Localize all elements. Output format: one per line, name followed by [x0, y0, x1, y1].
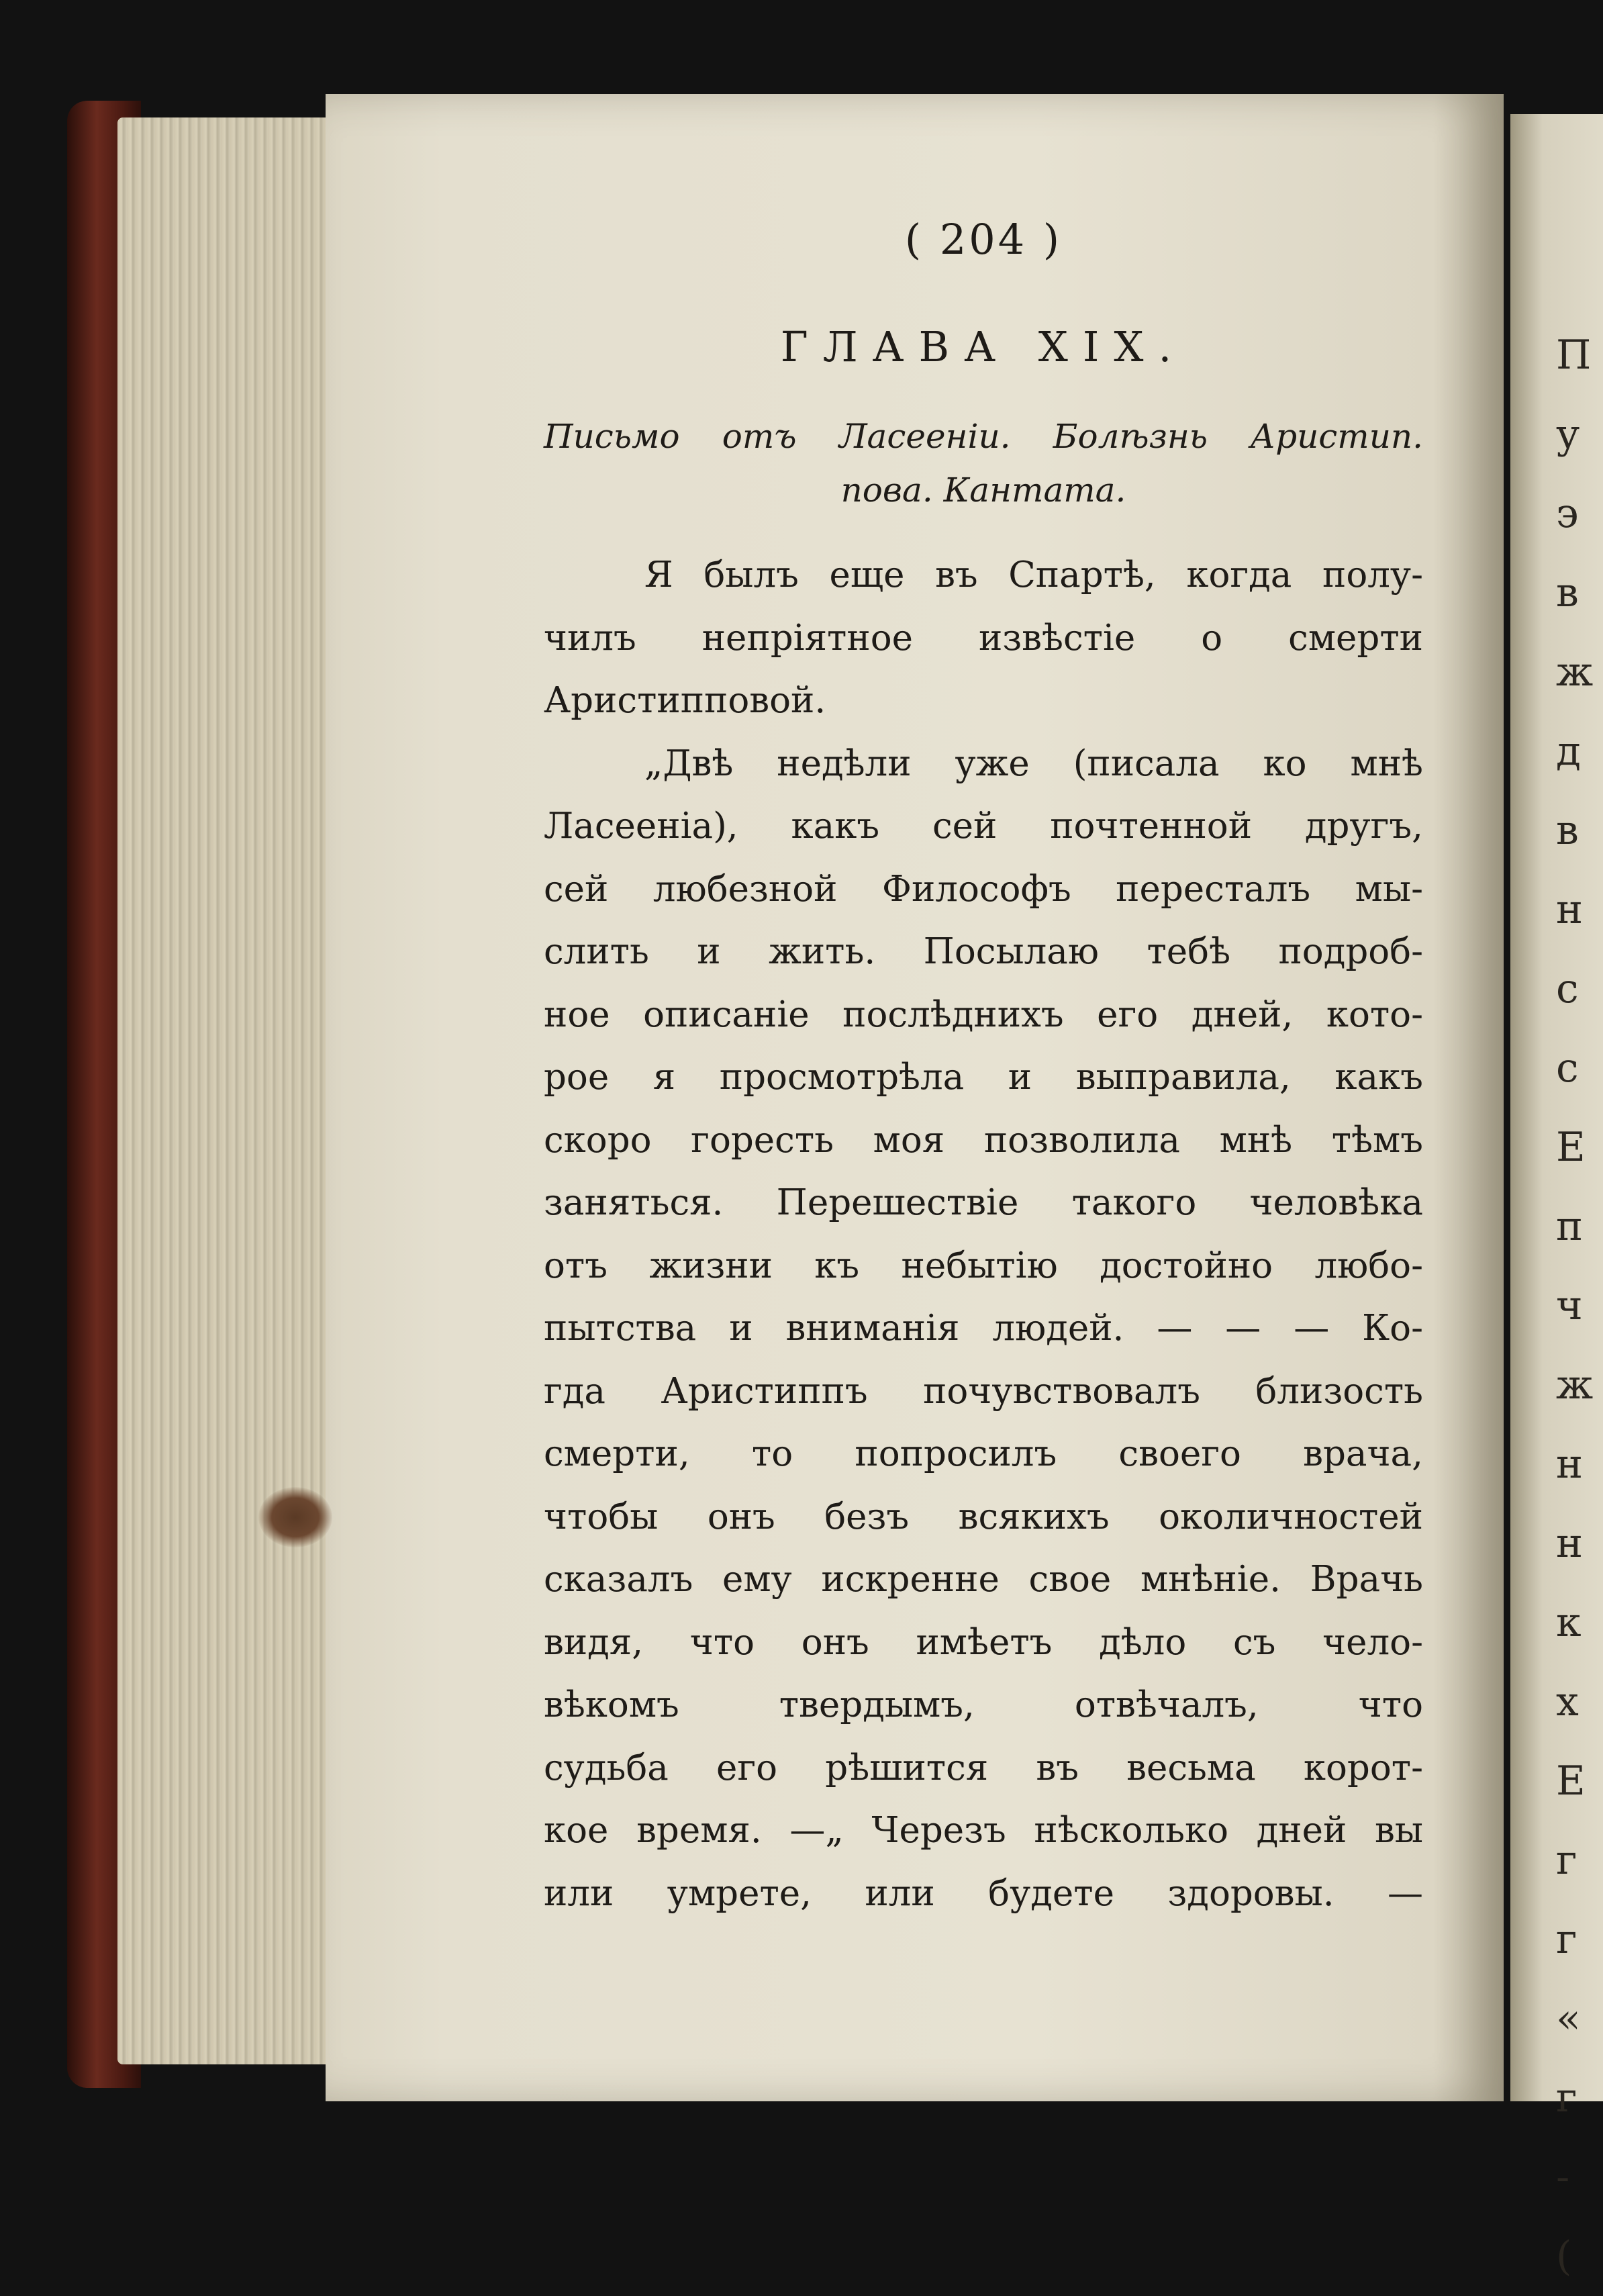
next-page-letter: «: [1556, 1995, 1581, 2042]
next-page-letter: с: [1556, 965, 1579, 1012]
text-line: Аристипповой.: [544, 680, 826, 721]
next-page-letter: в: [1556, 569, 1579, 616]
next-page-letter: п: [1556, 1203, 1583, 1250]
subtitle-line: Письмо отъ Ласееніи. Болѣзнь Аристип.: [544, 417, 1423, 456]
next-page-letter: ч: [1556, 1282, 1583, 1329]
next-page-letter: с: [1556, 1045, 1579, 1092]
text-line: чтобы онъ безъ всякихъ околичностей: [544, 1496, 1423, 1537]
text-line: отъ жизни къ небытію достойно любо-: [544, 1245, 1423, 1286]
next-page-letter: г: [1556, 1837, 1577, 1884]
chapter-title: ГЛАВА XIX.: [780, 322, 1187, 371]
text-line: слить и жить. Посылаю тебѣ подроб-: [544, 931, 1423, 972]
next-page-letter: к: [1556, 1599, 1582, 1646]
page-content: [544, 215, 1423, 1925]
next-page-letter: г: [1556, 1916, 1577, 1963]
next-page-letters: [1556, 316, 1593, 2296]
next-page-letter: в: [1556, 807, 1579, 854]
text-line: вѣкомъ твердымъ, отвѣчалъ, что: [544, 1684, 1423, 1725]
next-page-letter: э: [1556, 490, 1579, 537]
next-page-letter: ж: [1556, 649, 1594, 696]
chapter-subtitle: [544, 410, 1423, 517]
subtitle-line: пова. Кантата.: [840, 471, 1126, 510]
text-line: сказалъ ему искренне свое мнѣніе. Врачь: [544, 1559, 1423, 1600]
text-line: пытства и вниманія людей. — — — Ко-: [544, 1308, 1423, 1349]
text-line: кое время. —„ Черезъ нѣсколько дней вы: [544, 1810, 1423, 1851]
next-page-letter: ж: [1556, 1361, 1594, 1408]
text-line: рое я просмотрѣла и выправила, какъ: [544, 1057, 1423, 1098]
text-line: или умрете, или будете здоровы. —: [544, 1872, 1423, 1914]
text-line: чилъ непріятное извѣстіе о смерти: [544, 617, 1423, 659]
next-page-letter: д: [1556, 728, 1581, 775]
next-page-letter: П: [1556, 332, 1592, 379]
next-page-letter: (: [1556, 2233, 1572, 2280]
text-line: судьба его рѣшится въ весьма корот-: [544, 1747, 1423, 1788]
text-line: заняться. Перешествіе такого человѣка: [544, 1182, 1423, 1223]
text-line: смерти, то попросилъ своего врача,: [544, 1433, 1423, 1474]
next-page-letter: -: [1556, 2154, 1570, 2201]
next-page-letter: Е: [1556, 1758, 1586, 1805]
next-page-letter: н: [1556, 1441, 1583, 1488]
next-page-letter: у: [1556, 411, 1580, 458]
body-text: [544, 544, 1423, 1925]
text-line: „Двѣ недѣли уже (писала ко мнѣ: [644, 743, 1423, 784]
next-page-letter: н: [1556, 886, 1583, 933]
page-number: ( 204 ): [904, 215, 1063, 264]
text-line: гда Аристиппъ почувствовалъ близость: [544, 1370, 1423, 1412]
text-line: Ласееніа), какъ сей почтенной другъ,: [544, 806, 1423, 847]
next-page-letter: Е: [1556, 1124, 1586, 1171]
text-line: видя, что онъ имѣетъ дѣло съ чело-: [544, 1621, 1423, 1663]
page-edges: [117, 117, 332, 2064]
text-line: скоро горесть моя позволила мнѣ тѣмъ: [544, 1119, 1423, 1161]
text-line: сей любезной Философъ пересталъ мы-: [544, 868, 1423, 910]
text-line: ное описаніе послѣднихъ его дней, кото-: [544, 994, 1423, 1035]
ink-blot: [258, 1487, 332, 1547]
next-page-letter: г: [1556, 2074, 1577, 2121]
next-page-letter: н: [1556, 1520, 1583, 1567]
next-page-letter: х: [1556, 1678, 1579, 1725]
text-line: Я былъ еще въ Спартѣ, когда полу-: [644, 555, 1423, 595]
